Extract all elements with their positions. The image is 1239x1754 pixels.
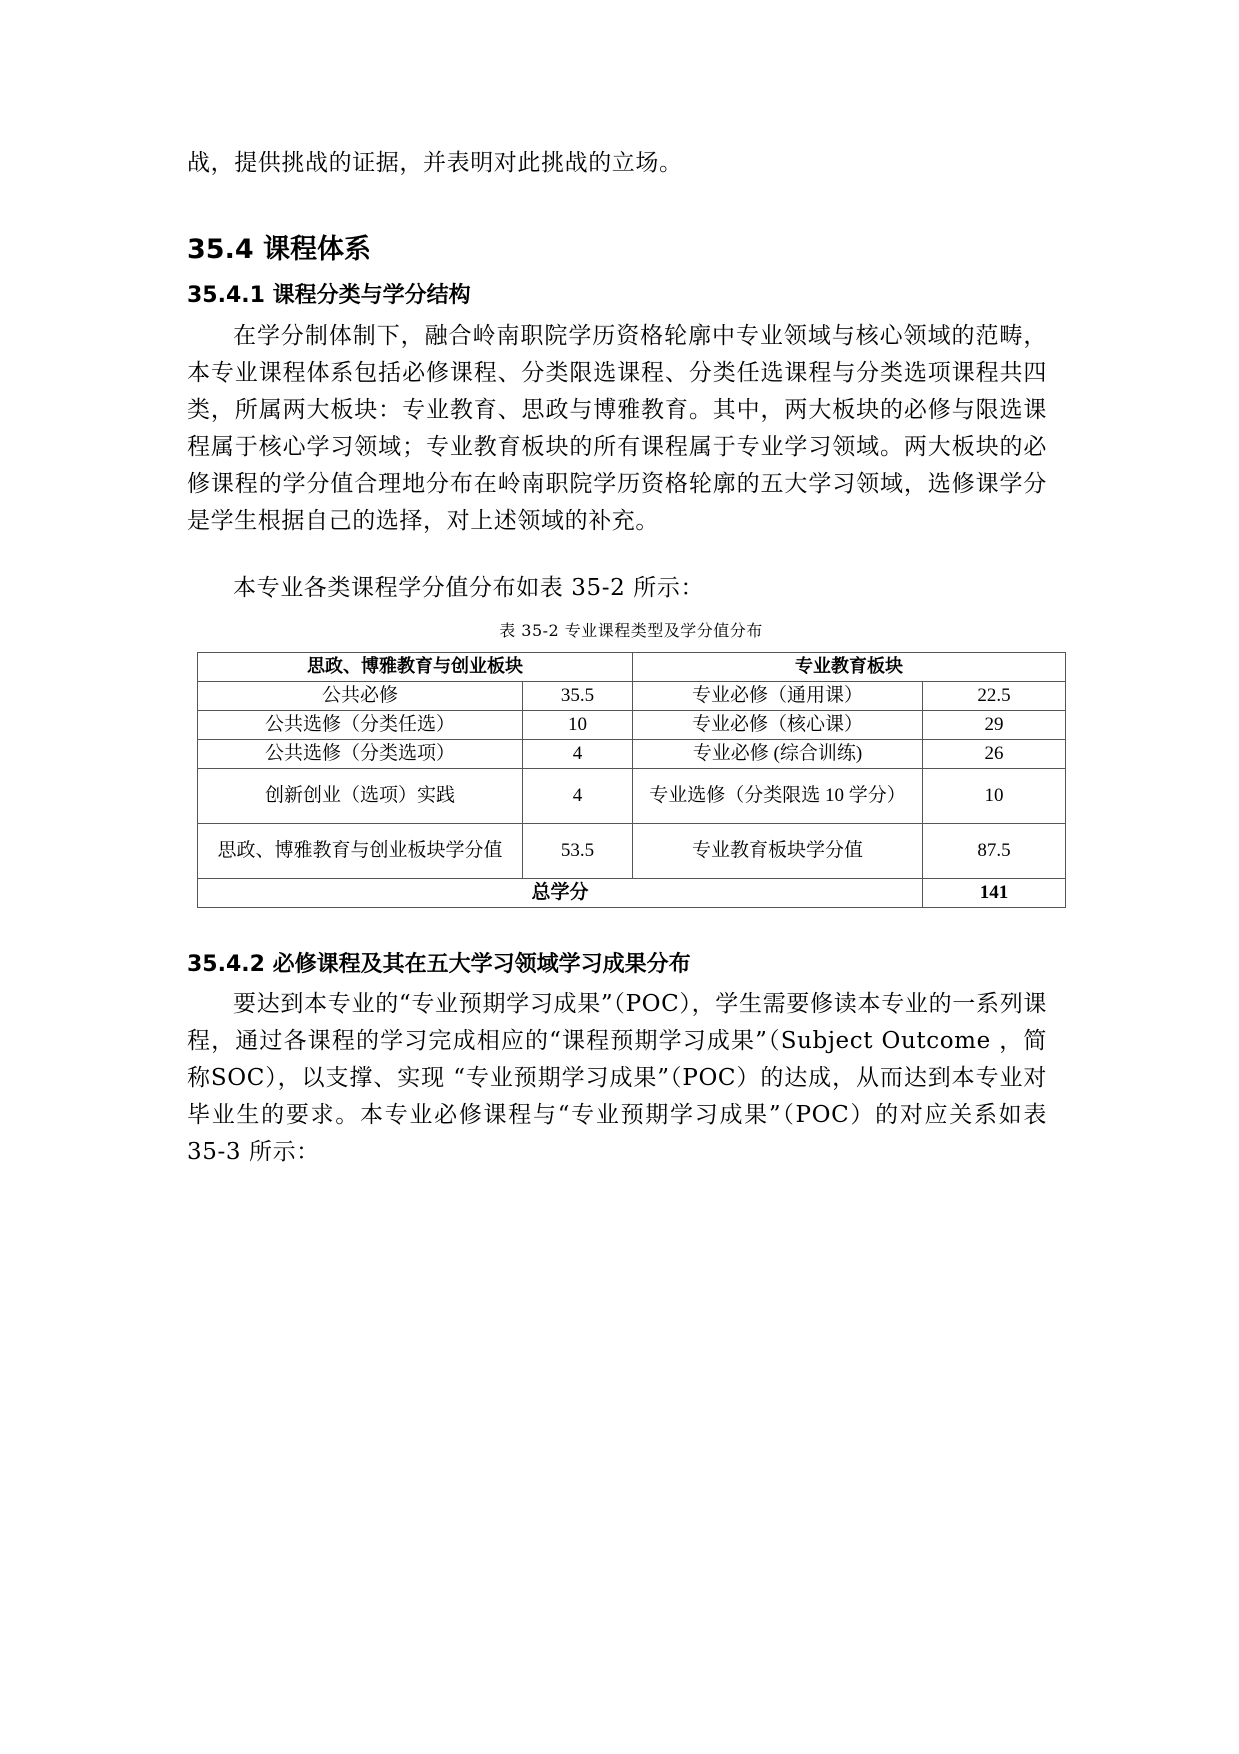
table-row (198, 740, 1066, 769)
subsection-heading-1 (187, 281, 471, 311)
table-total-row (198, 879, 1066, 908)
table-row (198, 769, 1066, 824)
left-value: 53.5 (523, 824, 633, 879)
right-value: 26 (923, 740, 1066, 769)
right-label: 专业必修（通用课） (633, 682, 923, 711)
total-label: 总学分 (198, 879, 923, 908)
left-label: 公共必修 (198, 682, 523, 711)
left-value: 35.5 (523, 682, 633, 711)
right-label: 专业选修（分类限选 10 学分） (633, 769, 923, 824)
left-label: 公共选修（分类任选） (198, 711, 523, 740)
table-intro-paragraph (187, 570, 1047, 607)
section-heading (187, 232, 371, 268)
right-label: 专业必修 (综合训练) (633, 740, 923, 769)
right-value: 22.5 (923, 682, 1066, 711)
left-label: 公共选修（分类选项） (198, 740, 523, 769)
right-block-header: 专业教育板块 (633, 653, 1066, 682)
table-row (198, 711, 1066, 740)
right-label: 专业教育板块学分值 (633, 824, 923, 879)
credit-distribution-table (197, 652, 1066, 908)
left-value: 10 (523, 711, 633, 740)
left-value: 4 (523, 740, 633, 769)
subsection-heading-2 (187, 950, 691, 980)
paragraph-text: 战，提供挑战的证据，并表明对此挑战的立场。 (187, 150, 683, 176)
subsection-title: 必修课程及其在五大学习领域学习成果分布 (272, 952, 691, 977)
right-value: 10 (923, 769, 1066, 824)
required-courses-paragraph (187, 986, 1047, 1171)
total-value: 141 (923, 879, 1066, 908)
paragraph-text: 本专业各类课程学分值分布如表 35-2 所示： (233, 575, 705, 601)
left-label: 创新创业（选项）实践 (198, 769, 523, 824)
section-title: 课程体系 (263, 234, 372, 265)
section-number: 35.4 (187, 234, 254, 265)
table-row (198, 682, 1066, 711)
right-value: 87.5 (923, 824, 1066, 879)
table-caption: 表 35-2 专业课程类型及学分值分布 (499, 621, 763, 640)
paragraph-text: 要达到本专业的“专业预期学习成果”（POC），学生需要修读本专业的一系列课程，通过各课程的学习完成相应的“课程预期学习成果”（Subject Outcome ，简称SOC），以支撑、实现 “专业预期学习成果”（POC）的达成，从而达到本专业对毕业生的要求。本专业必修课程与“专业预期学习成果”（POC）的对应关系如表 35-3 所示： (187, 991, 1047, 1165)
right-value: 29 (923, 711, 1066, 740)
subsection-title: 课程分类与学分结构 (272, 283, 471, 308)
previous-paragraph-tail (187, 145, 1047, 182)
subsection-number: 35.4.1 (187, 283, 265, 308)
paragraph-text: 在学分制体制下，融合岭南职院学历资格轮廓中专业领域与核心领域的范畴，本专业课程体系包括必修课程、分类限选课程、分类任选课程与分类选项课程共四类，所属两大板块：专业教育、思政与博雅教育。其中，两大板块的必修与限选课程属于核心学习领域；专业教育板块的所有课程属于专业学习领域。两大板块的必修课程的学分值合理地分布在岭南职院学历资格轮廓的五大学习领域，选修课学分是学生根据自己的选择，对上述领域的补充。 (187, 323, 1047, 534)
course-classification-paragraph (187, 318, 1047, 540)
left-block-header: 思政、博雅教育与创业板块 (198, 653, 633, 682)
left-label: 思政、博雅教育与创业板块学分值 (198, 824, 523, 879)
table-header-row (198, 653, 1066, 682)
left-value: 4 (523, 769, 633, 824)
subsection-number: 35.4.2 (187, 952, 265, 977)
right-label: 专业必修（核心课） (633, 711, 923, 740)
table-row (198, 824, 1066, 879)
